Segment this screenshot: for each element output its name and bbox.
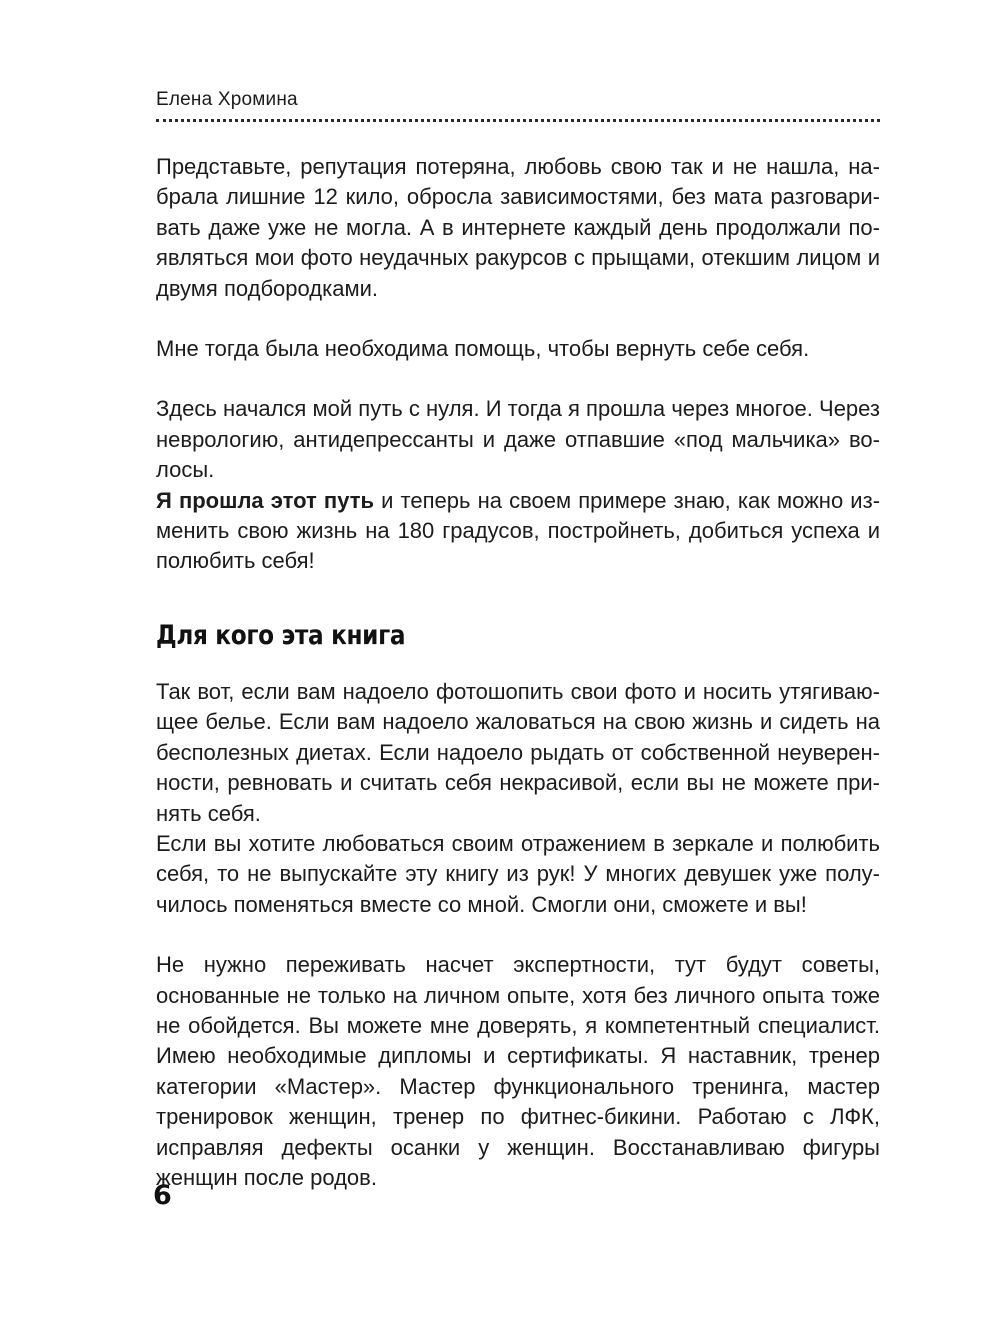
intro-paragraph-4-text: и теперь на своем примере знаю, как можно изменить свою жизнь на 180 градусов, постройнеть, добиться успеха и полюбить себя! <box>156 487 881 574</box>
intro-paragraph-4-emphasis: Я прошла этот путь <box>156 487 375 513</box>
section-paragraph-3: Не нужно переживать насчет экспертности, тут будут советы, основанные не только на личном опыте, хотя без личного опыта тоже не обойдется. Вы можете мне доверять, я компетентный специалист. Имею необходимые дипломы и сертификаты. Я наставник, тренер категории «Мастер». Мастер функционального тренинга, мастер тренировок женщин, тренер по фитнес-бикини. Работаю с ЛФК, исправляя дефекты осанки у женщин. Восстанавливаю фигуры женщин после родов. <box>156 952 880 1190</box>
page-body <box>156 152 880 1193</box>
section-paragraph-2: Если вы хотите любоваться своим отражением в зеркале и полюбить себя, то не выпускайте эту книгу из рук! У многих девушек уже получилось поменяться вместе со мной. Смогли они, сможете и вы! <box>156 830 880 917</box>
intro-paragraph-4 <box>156 486 880 577</box>
intro-paragraph-3: Здесь начался мой путь с нуля. И тогда я прошла через многое. Через неврологию, антидепрессанты и даже отпавшие «под мальчика» волосы. <box>156 396 880 483</box>
section-paragraph-1: Так вот, если вам надоело фотошопить свои фото и носить утягивающее белье. Если вам надоело жаловаться на свою жизнь и сидеть на бесполезных диетах. Если надоело рыдать от собственной неуверенности, ревновать и считать себя некрасивой, если вы не можете принять себя. <box>156 678 880 826</box>
dotted-divider <box>156 119 880 122</box>
section-heading: Для кого эта книга <box>156 619 406 651</box>
intro-paragraph-2: Мне тогда была необходима помощь, чтобы вернуть себе себя. <box>156 336 810 362</box>
running-head-author: Елена Хромина <box>156 89 298 110</box>
page-number: 6 <box>153 1180 172 1211</box>
intro-paragraph-1: Представьте, репутация потеряна, любовь свою так и не нашла, набрала лишние 12 кило, обросла зависимостями, без мата разговаривать даже уже не могла. А в интернете каждый день продолжали появляться мои фото неудачных ракурсов с прыщами, отекшим лицом и двумя подбородками. <box>156 154 880 301</box>
